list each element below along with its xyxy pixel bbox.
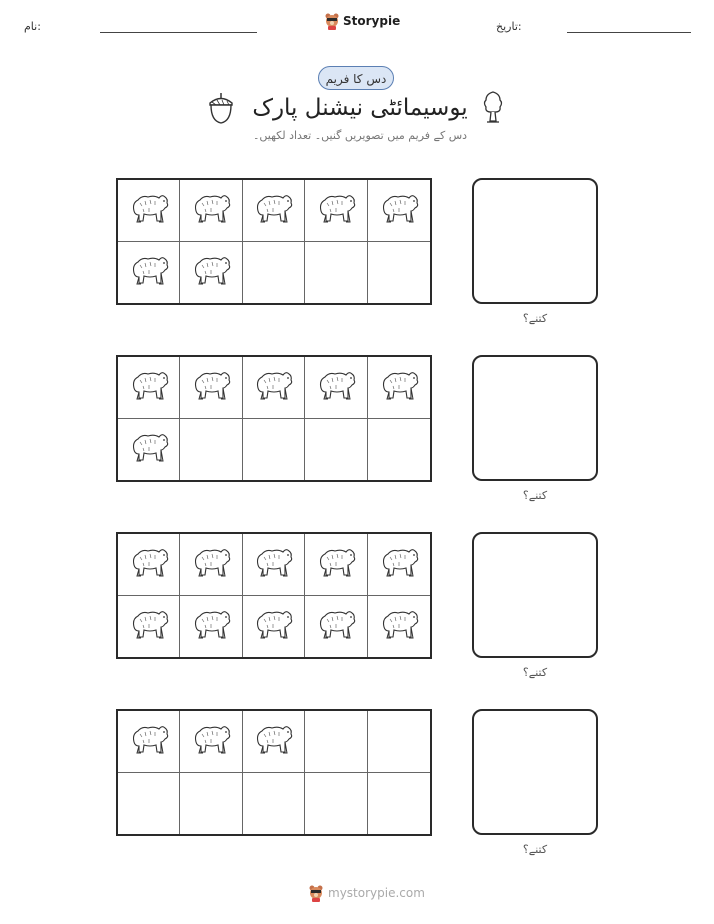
ten-frame-cell bbox=[368, 357, 430, 419]
date-line[interactable] bbox=[567, 32, 691, 33]
ten-frame bbox=[116, 355, 432, 482]
bear-icon bbox=[128, 366, 170, 408]
how-many-label: کتنے؟ bbox=[522, 843, 548, 856]
answer-box[interactable] bbox=[472, 355, 598, 481]
storypie-bear-icon bbox=[324, 12, 340, 30]
ten-frame-cell bbox=[180, 242, 242, 304]
ten-frame-cell bbox=[305, 242, 367, 304]
bear-icon bbox=[252, 720, 294, 762]
bear-icon bbox=[190, 251, 232, 293]
bear-icon bbox=[190, 366, 232, 408]
bear-icon bbox=[378, 189, 420, 231]
bear-icon bbox=[378, 543, 420, 585]
ten-frame bbox=[116, 709, 432, 836]
ten-frame-cell bbox=[180, 180, 242, 242]
ten-frame-cell bbox=[118, 180, 180, 242]
ten-frame-cell bbox=[305, 419, 367, 481]
ten-frame-cell bbox=[243, 242, 305, 304]
ten-frame-cell bbox=[118, 711, 180, 773]
ten-frame-cell bbox=[305, 180, 367, 242]
ten-frame-cell bbox=[243, 596, 305, 658]
bear-icon bbox=[128, 428, 170, 470]
bear-icon bbox=[190, 720, 232, 762]
bear-icon bbox=[378, 366, 420, 408]
ten-frame-cell bbox=[243, 180, 305, 242]
ten-frame-cell bbox=[243, 773, 305, 835]
bear-icon bbox=[378, 605, 420, 647]
ten-frame-cell bbox=[305, 357, 367, 419]
ten-frame-cell bbox=[180, 711, 242, 773]
storypie-bear-icon bbox=[308, 884, 324, 902]
ten-frame-cell bbox=[118, 419, 180, 481]
ten-frame-cell bbox=[243, 419, 305, 481]
ten-frame-cell bbox=[243, 711, 305, 773]
footer bbox=[308, 884, 425, 902]
bear-icon bbox=[128, 189, 170, 231]
bear-icon bbox=[128, 605, 170, 647]
bear-icon bbox=[252, 543, 294, 585]
acorn-icon bbox=[207, 92, 235, 124]
bear-icon bbox=[190, 543, 232, 585]
bear-icon bbox=[128, 251, 170, 293]
ten-frame-cell bbox=[368, 711, 430, 773]
ten-frame-cell bbox=[368, 242, 430, 304]
bear-icon bbox=[128, 720, 170, 762]
ten-frame-cell bbox=[180, 419, 242, 481]
answer-box[interactable] bbox=[472, 709, 598, 835]
ten-frame-cell bbox=[118, 534, 180, 596]
brand-name: Storypie bbox=[343, 14, 401, 28]
how-many-label: کتنے؟ bbox=[522, 666, 548, 679]
bear-icon bbox=[315, 189, 357, 231]
date-label: تاریخ: bbox=[496, 20, 522, 33]
bear-icon bbox=[190, 605, 232, 647]
ten-frame-cell bbox=[180, 534, 242, 596]
ten-frame-cell bbox=[305, 773, 367, 835]
tree-icon bbox=[482, 90, 504, 124]
ten-frame-cell bbox=[243, 534, 305, 596]
ten-frame-cell bbox=[180, 596, 242, 658]
bear-icon bbox=[315, 605, 357, 647]
ten-frame-cell bbox=[368, 773, 430, 835]
ten-frame-cell bbox=[305, 534, 367, 596]
instructions: دس کے فریم میں تصویریں گنیں۔ تعداد لکھیں۔ bbox=[252, 129, 468, 142]
ten-frame-cell bbox=[368, 596, 430, 658]
name-label: نام: bbox=[24, 20, 41, 33]
bear-icon bbox=[252, 605, 294, 647]
answer-box[interactable] bbox=[472, 532, 598, 658]
bear-icon bbox=[128, 543, 170, 585]
ten-frame-cell bbox=[118, 357, 180, 419]
ten-frame bbox=[116, 178, 432, 305]
ten-frame-cell bbox=[118, 596, 180, 658]
ten-frame-cell bbox=[368, 180, 430, 242]
name-line[interactable] bbox=[100, 32, 257, 33]
ten-frame-cell bbox=[243, 357, 305, 419]
bear-icon bbox=[315, 543, 357, 585]
footer-url[interactable]: mystorypie.com bbox=[328, 886, 425, 900]
ten-frame-cell bbox=[118, 242, 180, 304]
bear-icon bbox=[252, 189, 294, 231]
bear-icon bbox=[252, 366, 294, 408]
answer-box[interactable] bbox=[472, 178, 598, 304]
bear-icon bbox=[190, 189, 232, 231]
how-many-label: کتنے؟ bbox=[522, 489, 548, 502]
ten-frame-cell bbox=[305, 596, 367, 658]
ten-frame-badge: دس کا فریم bbox=[318, 66, 394, 90]
how-many-label: کتنے؟ bbox=[522, 312, 548, 325]
ten-frame-cell bbox=[305, 711, 367, 773]
ten-frame-cell bbox=[118, 773, 180, 835]
page-title: یوسیمائٹی نیشنل پارک bbox=[252, 95, 468, 121]
brand-logo bbox=[324, 12, 400, 30]
ten-frame bbox=[116, 532, 432, 659]
ten-frame-cell bbox=[180, 357, 242, 419]
ten-frame-cell bbox=[368, 419, 430, 481]
bear-icon bbox=[315, 366, 357, 408]
ten-frame-cell bbox=[368, 534, 430, 596]
ten-frame-cell bbox=[180, 773, 242, 835]
